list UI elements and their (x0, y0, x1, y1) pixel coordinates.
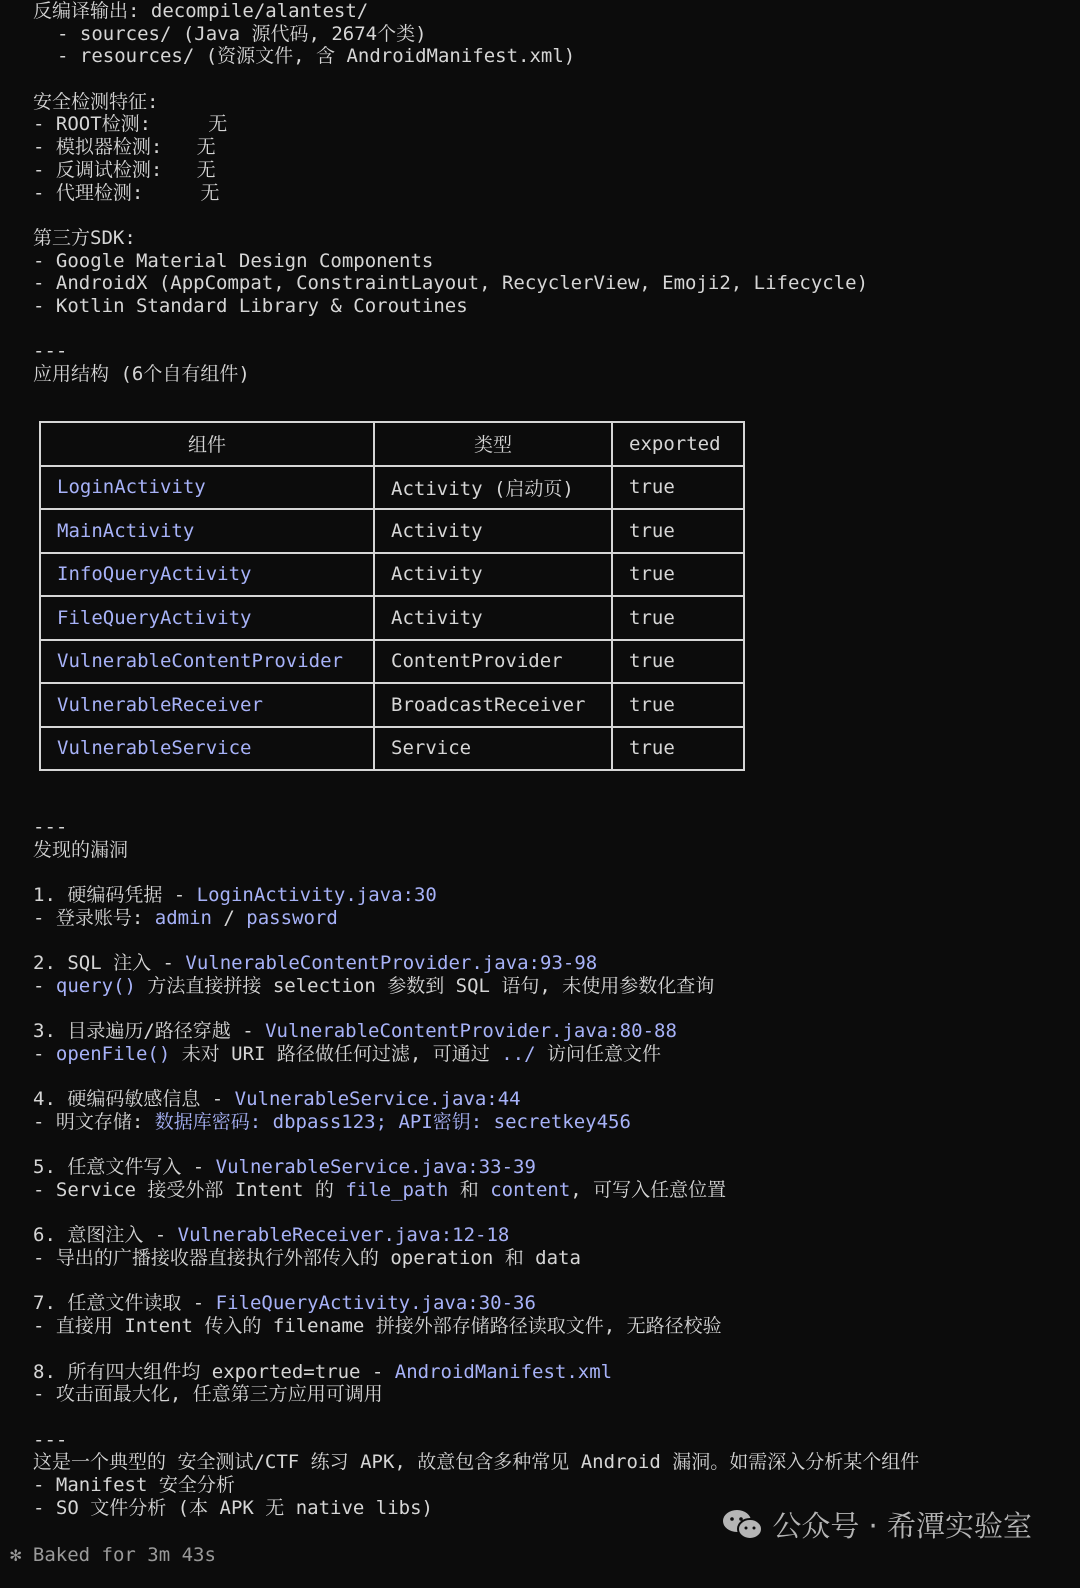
vuln-heading: 3. 目录遍历/路径穿越 - VulnerableContentProvider.java:80-88 (33, 1020, 677, 1043)
source-reference: VulnerableService.java:33-39 (215, 1156, 536, 1179)
vulns-title: 发现的漏洞 (33, 838, 129, 861)
security-item: - 代理检测: 无 (33, 181, 220, 204)
vuln-heading: 7. 任意文件读取 - FileQueryActivity.java:30-36 (33, 1292, 536, 1315)
security-item: - ROOT检测: 无 (33, 113, 228, 136)
column-header: 类型 (374, 422, 612, 466)
security-item: - 模拟器检测: 无 (33, 136, 216, 159)
cell-name: VulnerableService (40, 727, 374, 771)
structure-title: 应用结构 (6个自有组件) (33, 363, 250, 385)
cell-exported: true (612, 683, 744, 727)
table-row (40, 683, 744, 727)
cell-type: Activity (启动页) (374, 466, 612, 510)
cell-name: VulnerableContentProvider (40, 640, 374, 684)
security-item: - 反调试检测: 无 (33, 158, 216, 181)
sources-line: - sources/ (Java 源代码, 2674个类) (57, 22, 427, 45)
resources-line: - resources/ (资源文件, 含 AndroidManifest.xml) (57, 45, 576, 68)
cell-type: ContentProvider (374, 640, 612, 684)
sdk-item: - Kotlin Standard Library & Coroutines (33, 294, 468, 317)
status-footer: ✻ Baked for 3m 43s (10, 1544, 216, 1566)
table-row (40, 596, 744, 640)
vuln-detail: - query() 方法直接拼接 selection 参数到 SQL 语句, 未使用参数化查询 (33, 974, 715, 997)
terminal-output (33, 0, 1080, 386)
vuln-heading: 2. SQL 注入 - VulnerableContentProvider.java:93-98 (33, 952, 598, 975)
cell-exported: true (612, 466, 744, 510)
column-header: exported (612, 422, 744, 466)
table-row (40, 509, 744, 553)
table-header-row (40, 422, 744, 466)
vuln-heading: 8. 所有四大组件均 exported=true - AndroidManifest.xml (33, 1360, 613, 1383)
vulnerability-section (33, 816, 1080, 1519)
cell-name: InfoQueryActivity (40, 553, 374, 597)
table-row (40, 640, 744, 684)
cell-exported: true (612, 727, 744, 771)
source-reference: FileQueryActivity.java:30-36 (215, 1292, 536, 1315)
vuln-heading: 5. 任意文件写入 - VulnerableService.java:33-39 (33, 1156, 536, 1179)
column-header: 组件 (40, 422, 374, 466)
vuln-detail: - 明文存储: 数据库密码: dbpass123; API密钥: secretkey456 (33, 1110, 631, 1133)
decompile-line: 反编译输出: decompile/alantest/ (33, 0, 369, 22)
wechat-icon (722, 1508, 764, 1542)
cell-type: Service (374, 727, 612, 771)
cell-type: Activity (374, 596, 612, 640)
vuln-detail: - Service 接受外部 Intent 的 file_path 和 content, 可写入任意位置 (33, 1179, 727, 1201)
closing-item: - SO 文件分析 (本 APK 无 native libs) (33, 1496, 433, 1519)
cell-type: Activity (374, 553, 612, 597)
vuln-heading: 4. 硬编码敏感信息 - VulnerableService.java:44 (33, 1088, 521, 1111)
source-reference: LoginActivity.java:30 (196, 884, 437, 907)
cell-name: FileQueryActivity (40, 596, 374, 640)
closing-item: - Manifest 安全分析 (33, 1473, 235, 1496)
vuln-detail: - 登录账号: admin / password (33, 906, 338, 929)
security-title: 安全检测特征: (33, 90, 159, 113)
source-reference: VulnerableReceiver.java:12-18 (177, 1224, 510, 1247)
cell-name: VulnerableReceiver (40, 683, 374, 727)
cell-exported: true (612, 596, 744, 640)
cell-exported: true (612, 509, 744, 553)
vuln-detail: - 直接用 Intent 传入的 filename 拼接外部存储路径读取文件, 无路径校验 (33, 1315, 722, 1338)
cell-type: Activity (374, 509, 612, 553)
divider: --- (33, 816, 68, 838)
vuln-detail: - openFile() 未对 URI 路径做任何过滤, 可通过 ../ 访问任意文件 (33, 1042, 662, 1065)
cell-exported: true (612, 553, 744, 597)
cell-exported: true (612, 640, 744, 684)
table-row (40, 727, 744, 771)
cell-name: MainActivity (40, 509, 374, 553)
vuln-detail: - 导出的广播接收器直接执行外部传入的 operation 和 data (33, 1247, 581, 1270)
source-reference: AndroidManifest.xml (394, 1360, 613, 1383)
watermark (722, 1504, 1032, 1545)
cell-type: BroadcastReceiver (374, 683, 612, 727)
cell-name: LoginActivity (40, 466, 374, 510)
divider: --- (33, 1428, 68, 1451)
vuln-heading: 6. 意图注入 - VulnerableReceiver.java:12-18 (33, 1224, 510, 1247)
divider: --- (33, 340, 68, 363)
table-row (40, 466, 744, 510)
components-table (39, 421, 745, 771)
table-row (40, 553, 744, 597)
sdk-item: - AndroidX (AppCompat, ConstraintLayout, RecyclerView, Emoji2, Lifecycle) (33, 272, 869, 295)
vuln-detail: - 攻击面最大化, 任意第三方应用可调用 (33, 1383, 383, 1406)
sdk-item: - Google Material Design Components (33, 249, 434, 272)
source-reference: VulnerableContentProvider.java:80-88 (265, 1020, 677, 1043)
vuln-heading: 1. 硬编码凭据 - LoginActivity.java:30 (33, 884, 437, 907)
closing-summary: 这是一个典型的 安全测试/CTF 练习 APK, 故意包含多种常见 Android 漏洞。如需深入分析某个组件 (33, 1451, 920, 1474)
source-reference: VulnerableContentProvider.java:93-98 (185, 952, 598, 975)
source-reference: VulnerableService.java:44 (234, 1088, 521, 1111)
sdk-title: 第三方SDK: (33, 226, 136, 249)
watermark-text: 公众号 · 希潭实验室 (772, 1509, 1032, 1543)
